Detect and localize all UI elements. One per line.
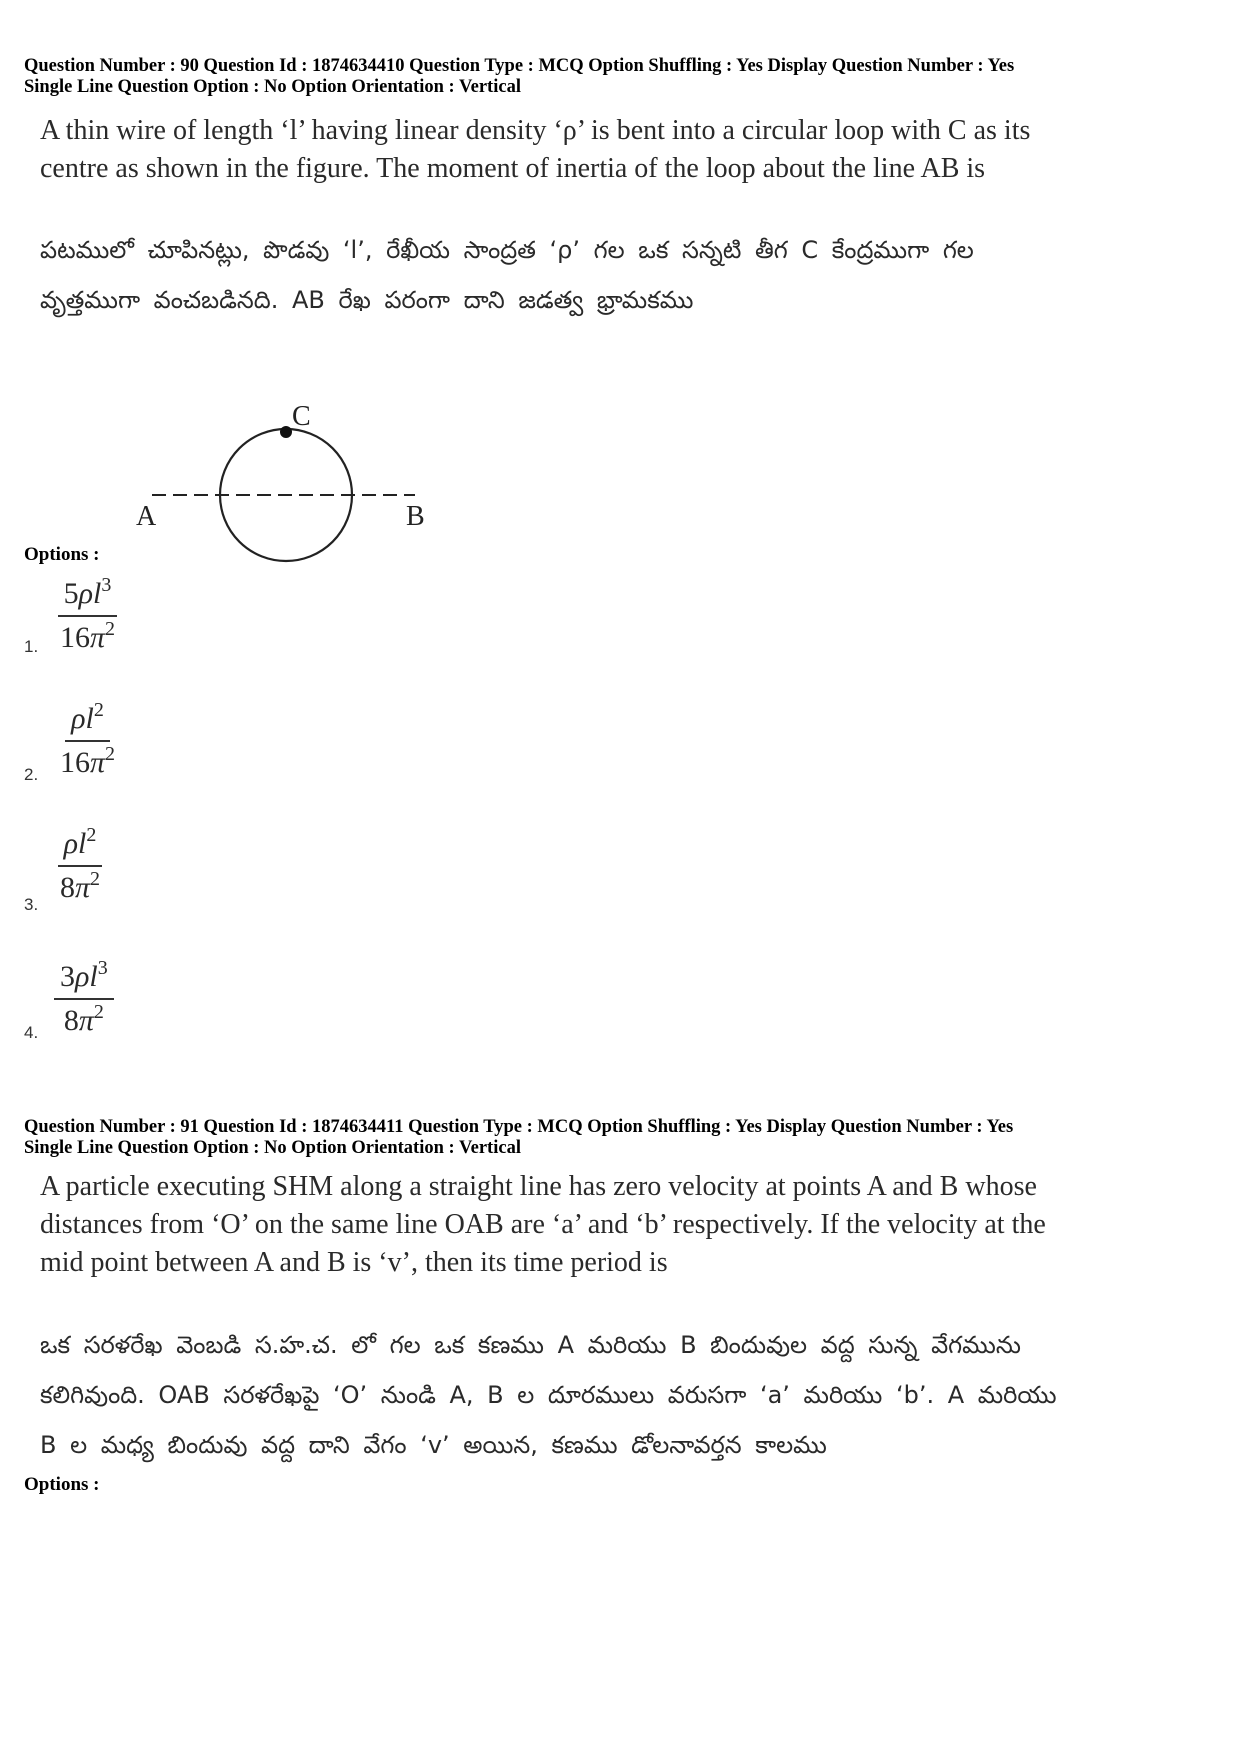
question-90-meta-line-2: Single Line Question Option : No Option Orientation : Vertical <box>24 77 521 97</box>
question-90-meta-line-1: Question Number : 90 Question Id : 1874634410 Question Type : MCQ Option Shuffling : Yes Display Question Number : Yes <box>24 56 1015 76</box>
question-91-meta-line-1: Question Number : 91 Question Id : 1874634411 Question Type : MCQ Option Shuffling : Yes Display Question Number : Yes <box>24 1117 1014 1137</box>
question-91-text-en-line-2: distances from ‘O’ on the same line OAB are ‘a’ and ‘b’ respectively. If the velocity at the <box>40 1209 1046 1240</box>
option-3[interactable] <box>24 825 224 915</box>
option-4-fraction <box>54 958 114 1040</box>
option-3-denominator: $8\pi^2$ <box>60 868 101 904</box>
option-2-numerator: $\rho l^2$ <box>65 700 110 742</box>
option-1-fraction <box>54 575 121 657</box>
question-91-text-te-line-1: ఒక సరళరేఖ వెంబడి స.హ.చ. లో గల ఒక కణము A మరియు B బిందువుల వద్ద సున్న వేగమును <box>40 1331 1021 1359</box>
centre-label-c: C <box>292 401 311 432</box>
question-91-text-telugu <box>40 1320 1200 1470</box>
question-91-text-en-line-3: mid point between A and B is ‘v’, then its time period is <box>40 1247 668 1278</box>
question-90-text-telugu <box>40 225 1200 325</box>
question-90-options-label: Options : <box>24 544 100 565</box>
question-91-options-label: Options : <box>24 1474 100 1495</box>
question-91-text-te-line-2: కలిగివుంది. OAB సరళరేఖపై ‘O’ నుండి A, B ల దూరములు వరుసగా ‘a’ మరియు ‘b’. A మరియు <box>40 1381 1057 1409</box>
option-2-denominator: $16\pi^2$ <box>60 743 116 779</box>
point-label-b: B <box>406 501 425 532</box>
option-4-numerator: $3\rho l^3$ <box>54 958 114 1000</box>
question-91-text-en-line-1: A particle executing SHM along a straight line has zero velocity at points A and B whose <box>40 1171 1037 1202</box>
question-90-text-en-line-1: A thin wire of length ‘l’ having linear density ‘ρ’ is bent into a circular loop with C as its <box>40 115 1031 146</box>
option-3-fraction <box>54 825 106 907</box>
option-4[interactable] <box>24 958 224 1043</box>
question-91-meta-line-2: Single Line Question Option : No Option Orientation : Vertical <box>24 1138 521 1158</box>
question-91-text-english <box>40 1168 1200 1282</box>
option-2-number: 2. <box>24 765 39 784</box>
question-91-text-te-line-3: B ల మధ్య బిందువు వద్ద దాని వేగం ‘v’ అయిన, కణము డోలనావర్తన కాలము <box>40 1431 827 1459</box>
question-90-header <box>24 56 1224 98</box>
option-1-denominator: $16\pi^2$ <box>60 618 116 654</box>
question-90-text-english <box>40 112 1200 188</box>
option-1-number: 1. <box>24 637 39 656</box>
option-3-number: 3. <box>24 895 39 914</box>
option-4-number: 4. <box>24 1023 39 1042</box>
point-label-a: A <box>136 501 157 532</box>
question-91-header <box>24 1117 1224 1159</box>
centre-point-c <box>280 426 292 438</box>
option-3-numerator: $\rho l^2$ <box>58 825 103 867</box>
option-1[interactable] <box>24 575 224 657</box>
question-90-text-en-line-2: centre as shown in the figure. The moment of inertia of the loop about the line AB is <box>40 153 986 184</box>
question-90-text-te-line-2: వృత్తముగా వంచబడినది. AB రేఖ పరంగా దాని జడత్వ భ్రామకము <box>40 286 694 314</box>
question-90-text-te-line-1: పటములో చూపినట్లు, పొడవు ‘l’, రేఖీయ సాంద్రత ‘ρ’ గల ఒక సన్నటి తీగ C కేంద్రముగా గల <box>40 236 974 264</box>
option-2[interactable] <box>24 700 224 785</box>
option-1-numerator: $5\rho l^3$ <box>58 575 118 617</box>
option-2-fraction <box>54 700 121 782</box>
circular-loop-figure <box>136 395 460 595</box>
option-4-denominator: $8\pi^2$ <box>63 1001 104 1037</box>
